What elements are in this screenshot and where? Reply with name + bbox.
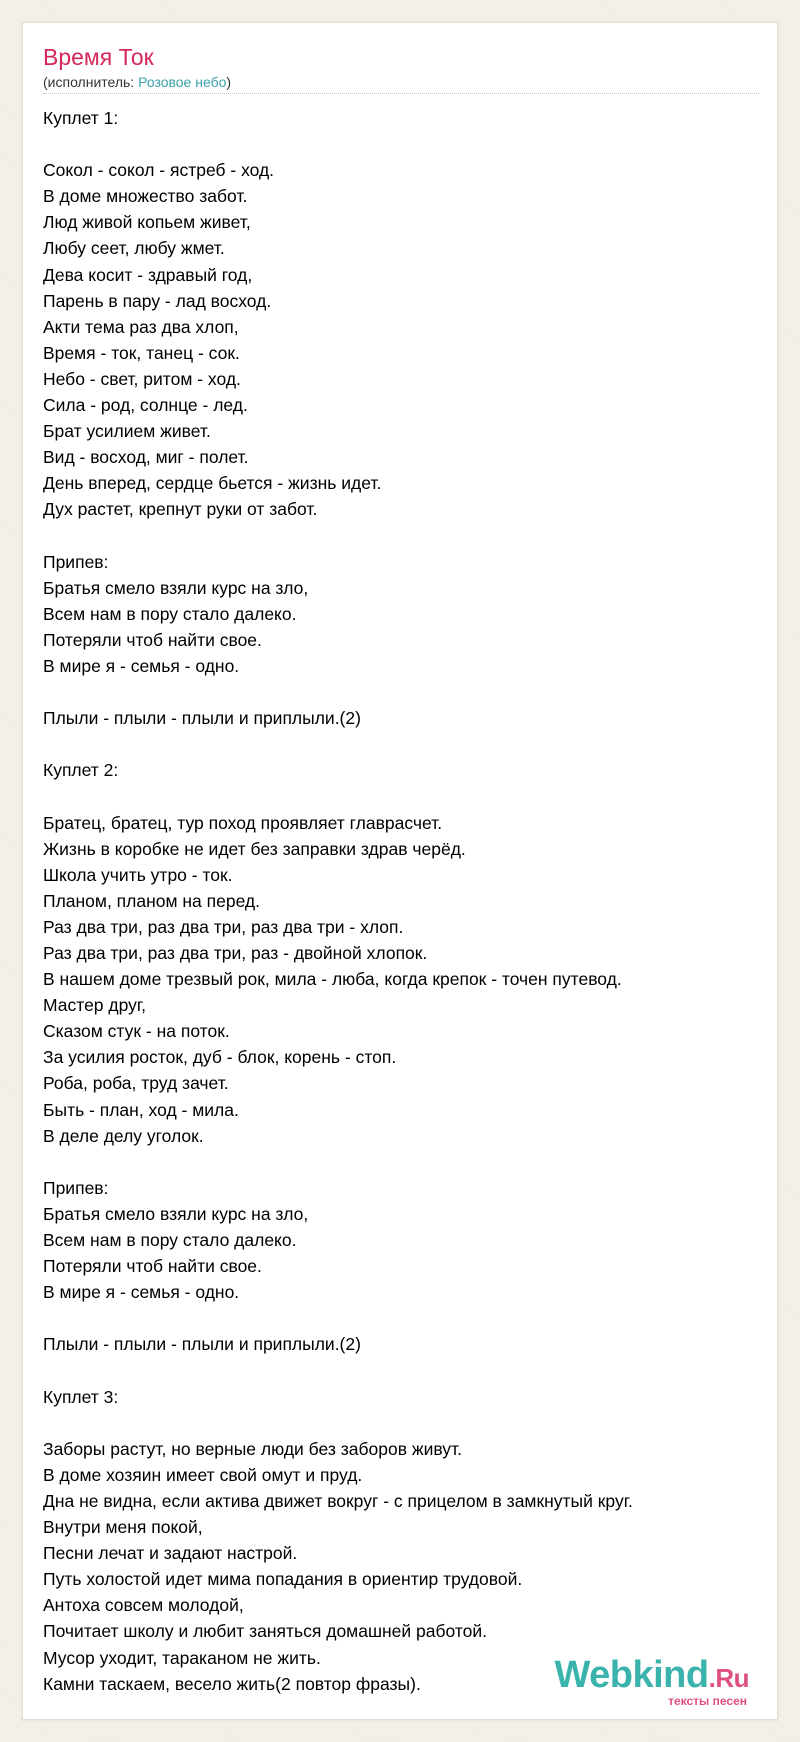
lyrics-card — [22, 22, 778, 1720]
artist-suffix: ) — [226, 74, 232, 90]
watermark-tagline: тексты песен — [668, 1694, 747, 1708]
watermark-brand-name: Webkind — [554, 1654, 709, 1696]
artist-link[interactable]: Розовое небо — [138, 74, 227, 90]
song-title: Время Ток — [43, 44, 154, 70]
artist-line — [43, 73, 231, 91]
lyrics-text: Куплет 1: Сокол - сокол - ястреб - ход. В доме множество забот. Люд живой копьем живет, Любу сеет, любу жмет. Дева косит - здравый год, Парень в пару - лад восход. Акти тема раз два хлоп, Время - ток, танец - сок. Небо - свет, ритом - ход. Сила - род, солнце - лед. Брат усилием живет. Вид - восход, миг - полет. День вперед, сердце бьется - жизнь идет. Дух растет, крепнут руки от забот. Припев: Братья смело взяли курс на зло, Всем нам в пору стало далеко. Потеряли чтоб найти свое. В мире я - семья - одно. Плыли - плыли - плыли и приплыли.(2) Куплет 2: Братец, братец, тур поход проявляет главрасчет. Жизнь в коробке не идет без заправки здрав черёд. Школа учить утро - ток. Планом, планом на перед. Раз два три, раз два три, раз два три - хлоп. Раз два три, раз два три, раз - двойной хлопок. В нашем доме трезвый рок, мила - люба, когда крепок - точен путевод. Мастер друг, Сказом стук - на поток. За усилия росток, дуб - блок, корень - стоп. Роба, роба, труд зачет. Быть - план, ход - мила. В деле делу уголок. Припев: Братья смело взяли курс на зло, Всем нам в пору стало далеко. Потеряли чтоб найти свое. В мире я - семья - одно. Плыли - плыли - плыли и приплыли.(2) Куплет 3: Заборы растут, но верные люди без заборов живут. В доме хозяин имеет свой омут и пруд. Дна не видна, если актива движет вокруг - с прицелом в замкнутый круг. Внутри меня покой, Песни лечат и задают настрой. Путь холостой идет мима попадания в ориентир трудовой. Антоха совсем молодой, Почитает школу и любит заняться домашней работой. Мусор уходит, тараканом не жить. Камни таскаем, весело жить(2 повтор фразы). — [43, 108, 633, 1694]
header-divider — [43, 93, 759, 94]
artist-prefix: (исполнитель: — [43, 74, 139, 90]
watermark-tld: .Ru — [708, 1663, 749, 1693]
watermark-brand — [554, 1656, 749, 1697]
site-watermark-logo — [554, 1656, 749, 1707]
